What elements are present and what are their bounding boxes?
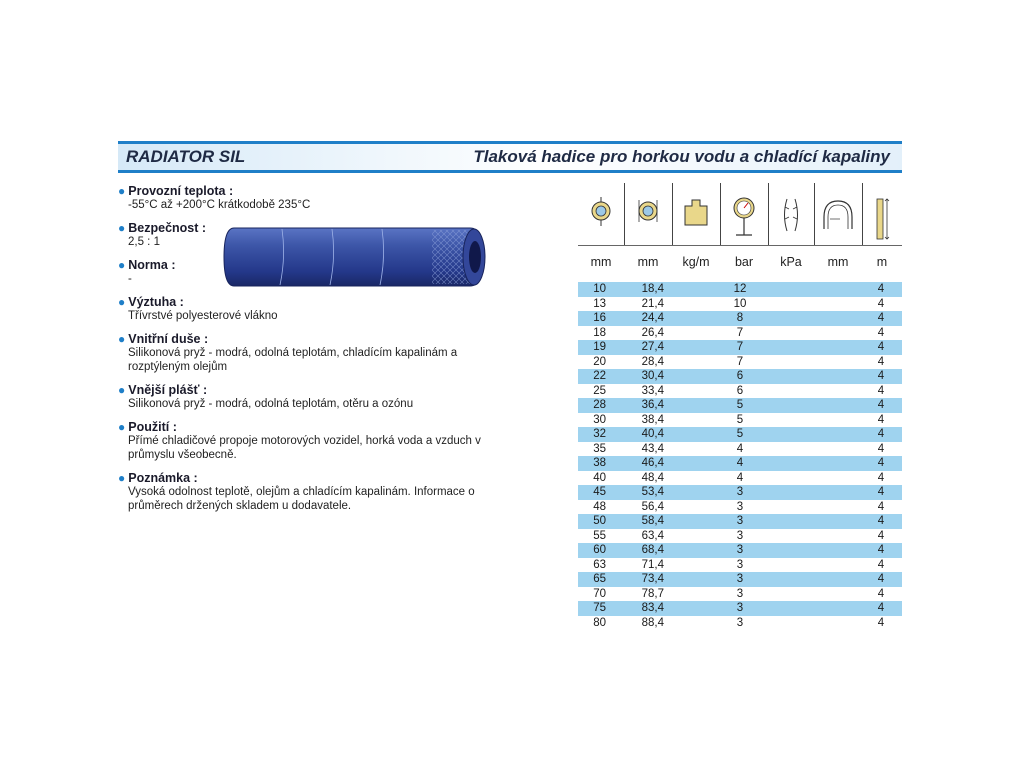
cell-outer-diameter: 48,4: [641, 471, 664, 484]
unit-inner-diameter: mm: [590, 255, 612, 269]
cell-inner-diameter: 32: [593, 428, 606, 440]
cell-length: 4: [877, 558, 885, 571]
cell-outer-diameter: 33,4: [641, 384, 664, 397]
unit-bend-radius: mm: [827, 255, 849, 269]
spec-label-text: Provozní teplota :: [128, 184, 234, 198]
outer-diameter-icon: [624, 183, 673, 245]
cell-inner-diameter: 38: [593, 457, 606, 469]
cell-length: 4: [877, 529, 885, 542]
cell-outer-diameter: 73,4: [641, 573, 664, 585]
cell-pressure: 10: [733, 297, 747, 310]
cell-pressure: 5: [736, 428, 744, 440]
bullet-icon: ●: [118, 184, 126, 198]
spec-value: průměrech držených skladem u dodavatele.: [128, 500, 352, 512]
cell-length: 4: [877, 384, 885, 397]
cell-outer-diameter: 78,7: [641, 587, 664, 600]
spec-item: [118, 184, 518, 212]
spec-label-text: Vnější plášť :: [128, 383, 208, 397]
cell-outer-diameter: 58,4: [641, 515, 664, 527]
cell-inner-diameter: 22: [593, 370, 606, 382]
cell-length: 4: [877, 370, 885, 382]
spec-label: [118, 332, 518, 346]
title-bar: [118, 141, 902, 173]
cell-pressure: 3: [736, 602, 744, 614]
cell-pressure: 7: [736, 355, 744, 368]
cell-length: 4: [877, 341, 885, 353]
table-row: [578, 456, 902, 471]
cell-pressure: 3: [736, 544, 744, 556]
spec-value: 2,5 : 1: [128, 236, 160, 248]
bullet-icon: ●: [118, 471, 126, 485]
cell-length: 4: [877, 326, 885, 339]
cell-outer-diameter: 27,4: [641, 341, 664, 353]
cell-length: 4: [877, 515, 885, 527]
cell-length: 4: [877, 442, 885, 455]
cell-outer-diameter: 36,4: [641, 399, 664, 411]
table-row: [578, 442, 902, 457]
cell-inner-diameter: 40: [593, 471, 606, 484]
table-icon-header: [578, 183, 902, 245]
title-bottom-rule: [118, 170, 902, 173]
spec-label: [118, 184, 518, 198]
cell-outer-diameter: 56,4: [641, 500, 664, 513]
cell-length: 4: [877, 573, 885, 585]
cell-length: 4: [877, 428, 885, 440]
unit-outer-diameter: mm: [637, 255, 659, 269]
cell-outer-diameter: 24,4: [641, 312, 664, 324]
table-row: [578, 587, 902, 602]
table-row: [578, 471, 902, 486]
cell-inner-diameter: 16: [593, 312, 606, 324]
cell-length: 4: [877, 587, 885, 600]
cell-outer-diameter: 83,4: [641, 602, 664, 614]
cell-inner-diameter: 19: [593, 341, 606, 353]
spec-value: Silikonová pryž - modrá, odolná teplotám, otěru a ozónu: [128, 398, 414, 410]
cell-outer-diameter: 68,4: [641, 544, 664, 556]
table-row: [578, 529, 902, 544]
cell-length: 4: [877, 544, 885, 556]
spec-value: Třívrstvé polyesterové vlákno: [128, 310, 278, 322]
cell-pressure: 3: [736, 573, 744, 585]
table-header-rule: [578, 245, 902, 246]
units-row: [578, 255, 902, 273]
unit-vacuum: kPa: [780, 255, 802, 269]
spec-label: [118, 420, 518, 434]
cell-inner-diameter: 75: [593, 602, 606, 614]
bullet-icon: ●: [118, 332, 126, 346]
cell-inner-diameter: 50: [593, 515, 606, 527]
bullet-icon: ●: [118, 295, 126, 309]
cell-inner-diameter: 48: [593, 500, 606, 513]
cell-length: 4: [877, 297, 885, 310]
cell-inner-diameter: 20: [593, 355, 606, 368]
vacuum-icon: [768, 183, 815, 245]
table-row: [578, 543, 902, 558]
table-row: [578, 572, 902, 587]
data-table: [578, 282, 902, 630]
cell-inner-diameter: 35: [593, 442, 606, 455]
cell-outer-diameter: 18,4: [641, 283, 664, 295]
cell-outer-diameter: 26,4: [641, 326, 664, 339]
cell-inner-diameter: 70: [593, 587, 606, 600]
spec-label-text: Výztuha :: [128, 295, 184, 309]
cell-inner-diameter: 10: [593, 283, 606, 295]
table-row: [578, 369, 902, 384]
spec-value: Vysoká odolnost teplotě, olejům a chladícím kapalinám. Informace o: [128, 486, 475, 498]
cell-length: 4: [877, 312, 885, 324]
spec-item: [118, 295, 518, 323]
bullet-icon: ●: [118, 420, 126, 434]
table-row: [578, 340, 902, 355]
table-row: [578, 514, 902, 529]
cell-inner-diameter: 65: [593, 573, 606, 585]
spec-value: Přímé chladičové propoje motorových vozidel, horká voda a vzduch v: [128, 435, 481, 447]
spec-label-text: Vnitřní duše :: [128, 332, 209, 346]
cell-pressure: 12: [733, 283, 747, 295]
cell-length: 4: [877, 500, 885, 513]
cell-inner-diameter: 30: [593, 413, 606, 426]
cell-outer-diameter: 53,4: [641, 486, 664, 498]
spec-value: rozptýleným olejům: [128, 361, 228, 373]
cell-pressure: 3: [736, 486, 744, 498]
spec-label-text: Bezpečnost :: [128, 221, 207, 235]
weight-icon: [672, 183, 721, 245]
table-row: [578, 427, 902, 442]
table-row: [578, 282, 902, 297]
table-row: [578, 616, 902, 631]
table-row: [578, 485, 902, 500]
cell-inner-diameter: 80: [593, 616, 606, 629]
table-row: [578, 398, 902, 413]
cell-length: 4: [877, 355, 885, 368]
cell-outer-diameter: 88,4: [641, 616, 664, 629]
cell-length: 4: [877, 602, 885, 614]
cell-length: 4: [877, 486, 885, 498]
spec-value: -: [128, 273, 132, 285]
cell-inner-diameter: 28: [593, 399, 606, 411]
cell-outer-diameter: 63,4: [641, 529, 664, 542]
unit-weight: kg/m: [682, 255, 710, 269]
cell-inner-diameter: 55: [593, 529, 606, 542]
bend-radius-icon: [814, 183, 863, 245]
cell-outer-diameter: 38,4: [641, 413, 664, 426]
spec-item: [118, 332, 518, 374]
spec-label: [118, 295, 518, 309]
cell-length: 4: [877, 283, 885, 295]
unit-pressure: bar: [734, 255, 754, 269]
table-row: [578, 558, 902, 573]
cell-length: 4: [877, 413, 885, 426]
cell-pressure: 3: [736, 500, 744, 513]
cell-inner-diameter: 60: [593, 544, 606, 556]
cell-length: 4: [877, 616, 885, 629]
product-subtitle: Tlaková hadice pro horkou vodu a chladící kapaliny: [473, 147, 890, 166]
cell-pressure: 7: [736, 341, 744, 353]
cell-pressure: 8: [736, 312, 744, 324]
cell-pressure: 3: [736, 558, 744, 571]
cell-length: 4: [877, 457, 885, 469]
spec-item: [118, 471, 518, 513]
cell-pressure: 6: [736, 384, 744, 397]
bullet-icon: ●: [118, 221, 126, 235]
cell-pressure: 6: [736, 370, 744, 382]
cell-outer-diameter: 40,4: [641, 428, 664, 440]
table-row: [578, 384, 902, 399]
spec-label-text: Norma :: [128, 258, 176, 272]
cell-outer-diameter: 30,4: [641, 370, 664, 382]
cell-inner-diameter: 25: [593, 384, 606, 397]
cell-pressure: 7: [736, 326, 744, 339]
hose-image: [222, 222, 492, 292]
cell-pressure: 3: [736, 616, 744, 629]
cell-outer-diameter: 21,4: [641, 297, 664, 310]
spec-item: [118, 383, 518, 411]
spec-label-text: Poznámka :: [128, 471, 198, 485]
bullet-icon: ●: [118, 383, 126, 397]
cell-inner-diameter: 45: [593, 486, 606, 498]
spec-label-text: Použití :: [128, 420, 177, 434]
cell-outer-diameter: 43,4: [641, 442, 664, 455]
cell-outer-diameter: 28,4: [641, 355, 664, 368]
spec-value: -55°C až +200°C krátkodobě 235°C: [128, 199, 311, 211]
table-row: [578, 601, 902, 616]
pressure-gauge-icon: [720, 183, 769, 245]
cell-inner-diameter: 13: [593, 297, 606, 310]
cell-pressure: 5: [736, 413, 744, 426]
inner-diameter-icon: [578, 183, 625, 245]
cell-pressure: 5: [736, 399, 744, 411]
spec-label: [118, 471, 518, 485]
bullet-icon: ●: [118, 258, 126, 272]
product-name: RADIATOR SIL: [126, 147, 246, 166]
cell-pressure: 3: [736, 587, 744, 600]
table-row: [578, 413, 902, 428]
cell-pressure: 3: [736, 529, 744, 542]
cell-length: 4: [877, 471, 885, 484]
unit-length: m: [876, 255, 888, 269]
cell-pressure: 4: [736, 457, 744, 469]
cell-outer-diameter: 71,4: [641, 558, 664, 571]
cell-inner-diameter: 18: [593, 326, 606, 339]
table-row: [578, 311, 902, 326]
cell-pressure: 4: [736, 442, 744, 455]
table-row: [578, 500, 902, 515]
cell-inner-diameter: 63: [593, 558, 606, 571]
cell-pressure: 4: [736, 471, 744, 484]
spec-item: [118, 420, 518, 462]
spec-value: Silikonová pryž - modrá, odolná teplotám, chladícím kapalinám a: [128, 347, 458, 359]
table-row: [578, 326, 902, 341]
table-row: [578, 355, 902, 370]
table-row: [578, 297, 902, 312]
cell-pressure: 3: [736, 515, 744, 527]
cell-length: 4: [877, 399, 885, 411]
cell-outer-diameter: 46,4: [641, 457, 664, 469]
length-icon: [862, 183, 902, 245]
spec-label: [118, 383, 518, 397]
spec-value: průmyslu všeobecně.: [128, 449, 237, 461]
